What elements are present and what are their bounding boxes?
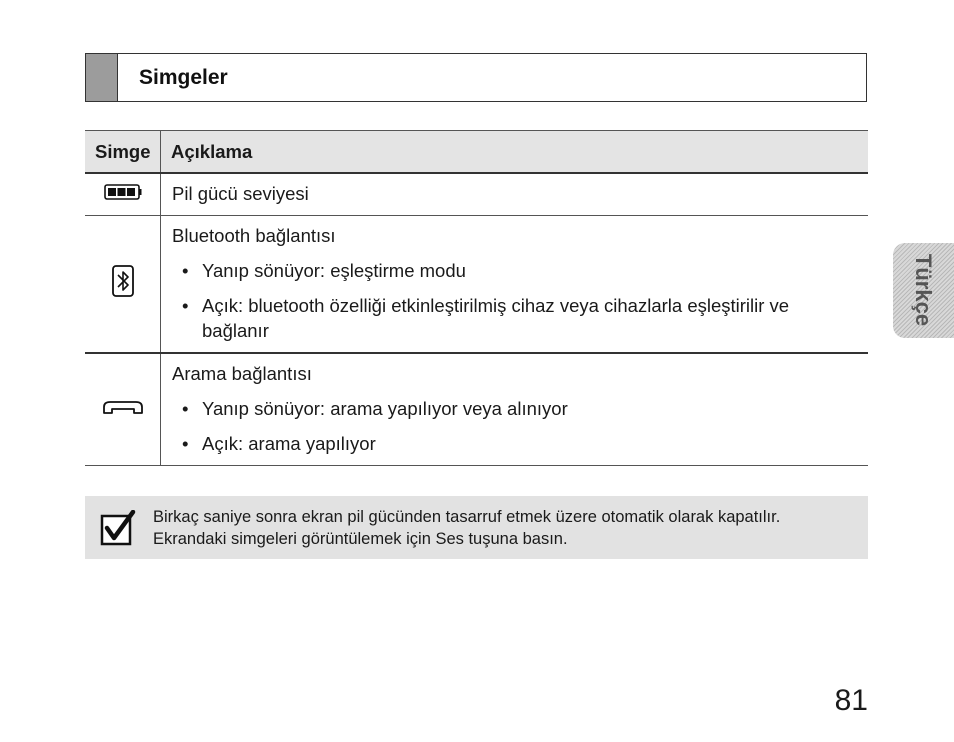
description-cell xyxy=(161,173,869,216)
row-title: Bluetooth bağlantısı xyxy=(172,225,336,246)
checkbox-icon xyxy=(100,510,136,546)
bullet-list xyxy=(172,396,858,456)
icon-table xyxy=(85,130,868,466)
header-icon: Simge xyxy=(85,131,161,174)
table-row xyxy=(85,173,868,216)
bullet-item: • Yanıp sönüyor: eşleştirme modu xyxy=(172,258,858,283)
bullet-item: • Yanıp sönüyor: arama yapılıyor veya alınıyor xyxy=(172,396,858,421)
row-title: Pil gücü seviyesi xyxy=(172,183,309,204)
icon-cell xyxy=(85,173,161,216)
note-text xyxy=(153,506,780,550)
language-tab xyxy=(893,243,954,338)
section-header xyxy=(85,53,867,102)
icon-cell xyxy=(85,216,161,354)
table-header-row xyxy=(85,131,868,174)
icon-cell xyxy=(85,353,161,466)
language-label: Türkçe xyxy=(911,253,936,327)
description-cell xyxy=(161,216,869,354)
bullet-item: • Açık: arama yapılıyor xyxy=(172,431,858,456)
bullet-list xyxy=(172,258,858,343)
description-cell xyxy=(161,353,869,466)
note-line: Birkaç saniye sonra ekran pil gücünden tasarruf etmek üzere otomatik olarak kapatılır. xyxy=(153,507,781,526)
note-box xyxy=(85,496,868,559)
battery-icon xyxy=(104,183,142,201)
section-marker xyxy=(86,54,118,101)
note-line: Ekrandaki simgeleri görüntülemek için Ses tuşuna basın. xyxy=(153,529,568,548)
section-title: Simgeler xyxy=(139,65,228,89)
table-row xyxy=(85,353,868,466)
page-number: 81 xyxy=(834,684,868,717)
header-description: Açıklama xyxy=(161,131,869,174)
phone-handset-icon xyxy=(101,400,145,416)
table-row xyxy=(85,216,868,354)
bluetooth-icon xyxy=(112,265,134,297)
bullet-item: • Açık: bluetooth özelliği etkinleştirilmiş cihaz veya cihazlarla eşleştirilir ve bağlanır xyxy=(172,293,858,343)
row-title: Arama bağlantısı xyxy=(172,363,312,384)
